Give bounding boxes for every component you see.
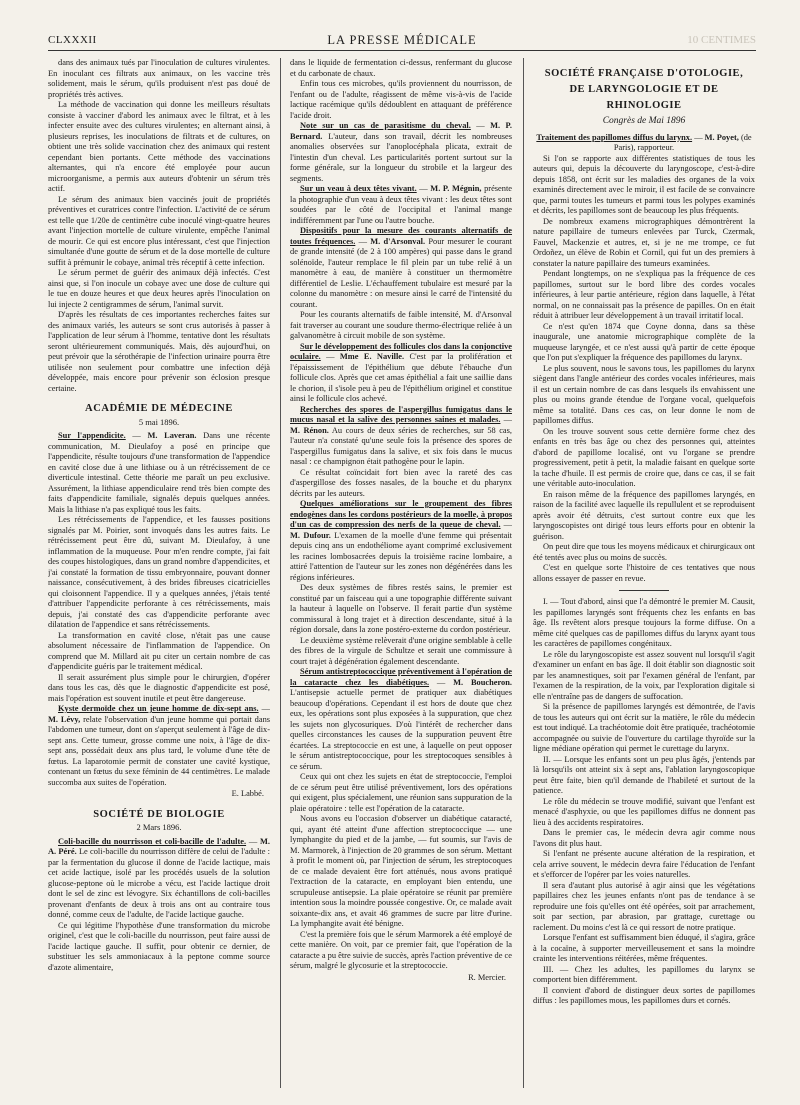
column-divider: [523, 58, 524, 1088]
article-author: M. Lévy,: [48, 714, 81, 724]
article-author: M. d'Arsonval.: [370, 236, 426, 246]
paragraph: Enfin tous ces microbes, qu'ils proviennent du nourrisson, de l'enfant ou de l'adulte, réagissent de même vis-à-vis de l'acide lactique racémique qu'ils dédoublent en attaquant de préférence l'acide droit.: [290, 79, 512, 120]
article-text: présente la photographie d'un veau à deux têtes vivant : les deux têtes sont soudées par le côté de l'occipital et l'animal mange indifféremment par l'une ou l'autre bouche.: [290, 184, 512, 225]
paragraph: Ce n'est qu'en 1874 que Coyne donna, dans sa thèse inaugurale, une anatomie micrographique complète de la muqueuse laryngée, et ce n'est aussi qu'à partir de cette époque que l'on put s'expliquer la fréquence des papillomes du larynx.: [533, 321, 755, 362]
article: Quelques améliorations sur le groupement des fibres endogènes dans les cordons postérieurs de la moelle, à propos d'un cas de compression des nerfs de la queue de cheval. — M. Dufour. L'examen de la moelle d'une femme qui présentait depuis cinq ans un endothéliome ayant comprimé exclusivement les racines lombosacrées depuis la troisième racine lombaire, a attiré l'attention de l'auteur sur les zones non dégénérées dans les régions inférieures.: [290, 499, 512, 582]
show-through-text: 10 CENTIMES: [687, 34, 756, 46]
journal-title: LA PRESSE MÉDICALE: [327, 33, 477, 47]
article-author: M. A. Péré.: [48, 836, 270, 856]
paragraph: Le rôle du laryngoscopiste est assez souvent nul lorsqu'il s'agit d'examiner un enfant en bas âge. Il doit établir son diagnostic soit par les anamnestiques, soit par l'examen général de l'enfant, par l'examen de la respiration, de la voix, par l'exploration digitale si elle n'entraîne pas de dangers de suffocation.: [533, 649, 755, 701]
paragraph: Le sérum permet de guérir des animaux déjà infectés. C'est ainsi que, si l'on inocule un cobaye avec une dose de culture qui le tue en douze heures et que deux heures après l'inoculation on lui injecte 2 centigrammes de sérum, l'animal survit.: [48, 268, 270, 309]
paragraph: I. — Tout d'abord, ainsi que l'a démontré le premier M. Causit, les papillomes laryngés sont fréquents chez les enfants en bas âge. Ils revêtent alors presque toujours la forme diffuse. On a même cité quelques cas de papillomes diffus du larynx ayant tous les caractères de papillomes congénitaux.: [533, 597, 755, 648]
paragraph: Il serait assurément plus simple pour le chirurgien, d'opérer dans tous les cas, dès que le diagnostic d'appendicite est posé, mais l'opération est souvent inutile et peut être dangereuse.: [48, 672, 270, 703]
article: Sur l'appendicite. — M. Laveran. Dans une récente communication, M. Dieulafoy a posé en principe que l'appendicite, résulte toujours d'une transformation de l'appendice en cavité close due à une lithiase ou à un rétrécissement de ce diverticule intestinal. Cette théorie me paraît un peu exclusive. Assurément, la lithiase appendiculaire rend très bien compte des faits d'appendicite familiale, signalés depuis quelques années. Mais la lithiase n'a pas expliqué tous les faits.: [48, 431, 270, 514]
paragraph: Nous avons eu l'occasion d'observer un diabétique cataracté, qui, ayant été atteint d'une affection streptococcique — une lymphangite du pied et de la jambe, — fut soumis, sur l'avis de M. Marmorek, à l'injection de 20 grammes de son sérum. Mettant à profit le moment où, par l'injection de sérum, les streptocoques de ce malade devaient être fort atténués, nous avons pratiqué l'extraction de la cataracte, en employant bien entendu, une scrupuleuse antisepsie. La plaie opératoire se réunit par première intention sous la moindre poussée congestive. Or, ce malade avait soixante-dix ans, et avait 46 grammes de sucre par litre d'urine. La lymphangite avait été bénigne.: [290, 814, 512, 928]
paragraph: Le rôle du médecin se trouve modifié, suivant que l'enfant est menacé d'asphyxie, ou que les papillomes diffus ne donnent pas lieu à des accidents respiratoires.: [533, 796, 755, 827]
article-title: Sur l'appendicite.: [58, 431, 126, 440]
article: Dispositifs pour la mesure des courants alternatifs de toutes fréquences. — M. d'Arsonval. Pour mesurer le courant de grande intensité (de 2 à 100 ampères) qui passe dans le grand solénoïde, l'auteur remplace le fil plein par un tube relié à un manomètre à eau, de manière à constituer un thermomètre différentiel de Leslie. L'échauffement tubulaire est mesuré par la colonne du manomètre : on mesure ainsi le carré de l'intensité du courant.: [290, 226, 512, 309]
paragraph: Si la présence de papillomes laryngés est démontrée, de l'avis de tous les auteurs qui ont écrit sur la matière, le rôle du médecin est tout indiqué. La trachéotomie doit être pratiquée, trachéotomie accompagnée ou suivie de l'ouverture du cartilage thyroïde sur la ligne médiane opération qui permet le curettage du larynx.: [533, 702, 755, 753]
article-author: M. Poyet,: [704, 132, 739, 142]
section-title-biologie: SOCIÉTÉ DE BIOLOGIE: [93, 808, 225, 820]
page-number: CLXXXII: [48, 34, 97, 46]
article-title: Traitement des papillomes diffus du larynx.: [536, 132, 693, 142]
article-author: M. Laveran.: [147, 431, 197, 440]
paragraph: Il sera d'autant plus autorisé à agir ainsi que les végétations papillaires chez les jeunes enfants n'ont pas de tendance à se reproduire une fois qu'elles ont été opérées, soit par arrachement, soit par section, par abrasion, par grattage, curettage ou raclement. Du moins c'est là ce qui ressort de notre pratique.: [533, 880, 755, 932]
article-title: Coli-bacille du nourrisson et coli-bacille de l'adulte.: [58, 836, 247, 846]
paragraph: En raison même de la fréquence des papillomes laryngés, en raison de la facilité avec laquelle ils repullulent et se reproduisent après avoir été détruits, c'est surtout contre eux que les laryngoscopistes ont dirigé tous leurs efforts pour en obtenir la guérison.: [533, 489, 755, 541]
paragraph: Le sérum des animaux bien vaccinés jouit de propriétés préventives et curatrices contre l'infection. L'activité de ce sérum est telle que 1/20e de centimètre cube inoculé vingt-quatre heures avant l'injection mortelle de culture virulente, empêche l'animal de mourir. Ce qui est encore plus intéressant, c'est que l'injection simultanée d'une goutte de sérum et de la dose mortelle de culture suffit à prémunir le cobaye, animal très réceptif à cette infection.: [48, 194, 270, 267]
article-title: Recherches des spores de l'aspergillus fumigatus dans le mucus nasal et la salive des personnes saines et malades.: [290, 404, 512, 424]
article-title: Kyste dermoïde chez un jeune homme de dix-sept ans.: [58, 704, 259, 713]
paragraph: La méthode de vaccination qui donne les meilleurs résultats consiste à vacciner d'abord les animaux avec le filtrat, et à les infecter ensuite avec des cultures virulentes; en alternant ainsi, à plusieurs reprises, les inoculations de filtrats et de cultures, on obtient une très solide vaccination chez des animaux qui restent cependant bien portants. Cette méthode des vaccinations alternantes, qui n'a encore été employée pour aucun microorganisme, a permis aux auteurs d'obtenir un sérum très actif.: [48, 100, 270, 193]
paragraph: On peut dire que tous les moyens médicaux et chirurgicaux ont été tentés avec plus ou moins de succès.: [533, 542, 755, 562]
paragraph: La transformation en cavité close, n'était pas une cause absolument nécessaire de l'inflammation de l'appendice. On comprend que M. Millard ait pu citer un certain nombre de cas d'appendicite guéris par le traitement médical.: [48, 630, 270, 671]
signature: R. Mercier.: [468, 972, 506, 982]
article-title: Quelques améliorations sur le groupement des fibres endogènes dans les cordons postérieurs de la moelle, à propos d'un cas de compression des nerfs de la queue de cheval.: [290, 499, 512, 529]
paragraph: Ce qui légitime l'hypothèse d'une transformation du microbe originel, c'est que le coli-bacille du nourrisson, peut faire aussi de l'acide lactique gauche. Il suffit, pour obtenir ce dernier, de substituer les sels ammoniacaux à la peptone comme source d'azote alimentaire,: [48, 920, 270, 972]
article: Note sur un cas de parasitisme du cheval. — M. P. Bernard. L'auteur, dans son travail, décrit les nombreuses anomalies observées sur l'anoplocéphala plicata, extrait de l'intestin d'un cheval. Les particularités portent surtout sur la forme générale, sur la longueur du strobile et la largeur des segments.: [290, 121, 512, 183]
paragraph: Si l'on se rapporte aux différentes statistiques de tous les auteurs qui, depuis la découverte du laryngoscope, c'est-à-dire depuis 1858, ont écrit sur les maladies des organes de la voix examinés directement avec le miroir, il est facile de se convaincre que, parmi toutes les tumeurs et parmi tous les polypes examinés et décrits, les papillomes sont de beaucoup les plus fréquents.: [533, 153, 755, 215]
article-text: Au cours de deux séries de recherches, sur 58 cas, l'auteur n'a constaté qu'une seule fois la présence des spores de l'aspergillus fumigatus dans la salive, et six fois dans le mucus nasal : ce champignon était pathogène pour le lapin.: [290, 425, 512, 466]
section-title-otologie: SOCIÉTÉ FRANÇAISE D'OTOLOGIE,: [544, 68, 744, 79]
section-title-otologie-line2: DE LARYNGOLOGIE ET DE RHINOLOGIE: [569, 84, 719, 111]
signature: E. Labbé.: [231, 789, 264, 798]
paragraph: C'est en quelque sorte l'histoire de ces tentatives que nous allons essayer de passer en revue.: [533, 563, 755, 583]
article-author-detail: (de Paris), rapporteur.: [613, 132, 752, 152]
article: Recherches des spores de l'aspergillus fumigatus dans le mucus nasal et la salive des personnes saines et malades. — M. Rénon. Au cours de deux séries de recherches, sur 58 cas, l'auteur n'a constaté qu'une seule fois la présence des spores de l'aspergillus fumigatus dans la salive, et six fois dans le mucus nasal : ce champignon était pathogène pour le lapin.: [290, 404, 512, 466]
column-1: [48, 58, 270, 1088]
article-text: Dans une récente communication, M. Dieulafoy a posé en principe que l'appendicite, résulte toujours d'une transformation de l'appendice en cavité close due à une lithiase ou à un rétrécissement de ce diverticule intestinal. Cette théorie me paraît un peu exclusive. Assurément, la lithiase appendiculaire rend très bien compte des faits d'appendicite familiale, signalés depuis quelques années. Mais la lithiase n'a pas expliqué tous les faits.: [48, 431, 270, 514]
paragraph: Pour les courants alternatifs de faible intensité, M. d'Arsonval fait traverser au courant une soudure thermo-électrique reliée à un galvanomètre à circuit mobile de son système.: [290, 310, 512, 340]
article: Kyste dermoïde chez un jeune homme de dix-sept ans. — M. Lévy, relate l'observation d'un jeune homme qui portait dans l'abdomen une tumeur, dont on s'aperçut seulement à l'âge de dix-sept ans. Cette tumeur, grosse comme une noix, à l'âge de dix-sept ans, possédait deux ans plus tard, le volume d'une tête de fœtus. La laparotomie permit de constater une cavité kystique, contenant un fœtus du sexe féminin de 44 centimètres. Le malade succomba aux suites de l'opération.: [48, 704, 270, 787]
section-separator: [619, 590, 669, 591]
article-title: Sur un veau à deux têtes vivant.: [300, 184, 417, 193]
paragraph: Ceux qui ont chez les sujets en état de streptococcie, l'emploi de ce sérum peut être utilisé préventivement, lors des opérations qui exigent, plus spécialement, une réunion sans suppuration de la plaie opératoire : telle est l'opération de la cataracte.: [290, 772, 512, 813]
paragraph: III. — Chez les adultes, les papillomes du larynx se comportent bien différemment.: [533, 964, 755, 984]
article-heading: Traitement des papillomes diffus du larynx. — M. Poyet, (de Paris), rapporteur.: [536, 132, 752, 152]
paragraph: On les trouve souvent sous cette dernière forme chez des enfants en très bas âge ou chez des personnes qui, atteintes d'abord de papillome localisé, ont vu l'organe se prendre progressivement, petit à petit, la maladie faisant en quelque sorte la tache d'huile. Il est permis de croire que, dans ce cas, il se fait une véritable auto-inoculation.: [533, 426, 755, 488]
paragraph: Pendant longtemps, on ne s'expliqua pas la fréquence de ces papillomes, surtout sur le bord libre des cordes vocales inférieures, à leur partie antérieure, région dans laquelle, à l'état normal, on ne connaissait pas la présence de papilles. On en était réduit à attribuer leur développement à un travail irritatif local.: [533, 269, 755, 320]
section-title-academie: ACADÉMIE DE MÉDECINE: [85, 403, 233, 414]
article-author: M. Rénon.: [290, 425, 329, 435]
column-2: [290, 58, 512, 1088]
paragraph: Dans le premier cas, le médecin devra agir comme nous l'avons dit plus haut.: [533, 828, 755, 848]
article: Sur le développement des follicules clos dans la conjonctive oculaire. — Mme E. Naville. C'est par la prolifération et l'épaississement de l'épithélium que débute l'ébauche d'un follicule clos. Après que cet amas épithélial a fait une saillie dans le chorion, il s'isole peu à peu de l'épithélium originel et constitue ainsi le follicule clos achevé.: [290, 341, 512, 403]
article-title: Note sur un cas de parasitisme du cheval.: [300, 121, 471, 130]
article: Sérum antistreptococcique préventivement à l'opération de la cataracte chez les diabétiques. — M. Boucheron. L'antisepsie actuelle permet de pratiquer aux diabétiques beaucoup d'opérations. Cependant il est hors de doute que chez eux, les opérations sont plus exposées à la suppuration, que chez les sujets non glycosuriques. D'où l'intérêt de rechercher dans quelles circonstances les causes de la suppuration peuvent être écartées. La streptococcie en est une, à laquelle on peut opposer le sérum antistreptococcique, pour les streptocoques sensibles à ce sérum.: [290, 667, 512, 771]
paragraph: II. — Lorsque les enfants sont un peu plus âgés, j'entends par là lorsqu'ils ont atteint six à sept ans, l'ablation laryngoscopique peut être faite, bien qu'il demande de l'habileté et surtout de la patience.: [533, 754, 755, 795]
article-text: Le coli-bacille du nourrisson diffère de celui de l'adulte : par la fermentation du glucose il donne de l'acide lactique, mais cet acide lactique, isolé par les procédés usuels de la solution glucose-peptone où le microbe a vécu, est l'acide lactique droit dont le sel de zinc est lévogyre. Six échantillons de coli-bacilles provenant d'enfants de deux à trois ans ont au contraire tous donné, comme ceux de l'adulte, de l'acide lactique gauche.: [48, 847, 270, 919]
page-header: [48, 34, 756, 51]
paragraph: dans le liquide de fermentation ci-dessus, renfermant du glucose et du carbonate de chaux.: [290, 58, 512, 78]
column-divider: [280, 58, 281, 1088]
article-text: relate l'observation d'un jeune homme qui portait dans l'abdomen une tumeur, dont on s'aperçut seulement à l'âge de dix-sept ans. Cette tumeur, grosse comme une noix, à l'âge de dix-sept ans, possédait deux ans plus tard, le volume d'une tête de fœtus. La laparotomie permit de constater une cavité kystique, contenant un fœtus du sexe féminin de 44 centimètres. Le malade succomba aux suites de l'opération.: [48, 714, 270, 787]
article-text: L'auteur, dans son travail, décrit les nombreuses anomalies observées sur l'anoplocéphala plicata, extrait de l'intestin d'un cheval. Les particularités portent surtout sur la forme générale, sur la longueur du strobile et la largeur des segments.: [290, 131, 512, 183]
article-author: M. Dufour.: [290, 530, 331, 540]
article-author: M. Boucheron.: [453, 677, 512, 687]
paragraph: Le deuxième système relèverait d'une origine semblable à celle des fibres de la virgule de Schultze et serait une commissure à court trajet à dégénération également descendante.: [290, 635, 512, 666]
article-title: Sur le développement des follicules clos dans la conjonctive oculaire.: [290, 341, 512, 361]
paragraph: Des deux systèmes de fibres restés sains, le premier est constitué par un faisceau qui a une topographie différente suivant la hauteur à laquelle on l'observe. Il ferait partie d'un système commissural à long trajet et à direction descendante, situé à la région dorsale, dans la zone postéro-externe du cordon postérieur.: [290, 583, 512, 634]
paragraph: Le plus souvent, nous le savons tous, les papillomes du larynx siègent dans l'angle antérieur des cordes vocales inférieures, mais il est un certain nombre de cas dans lesquels ils envahissent une plus ou moins grande étendue de l'organe vocal, quelquefois même sa totalité. Dans ces cas, on leur donne le nom de papillomes diffus.: [533, 363, 755, 425]
paragraph: D'après les résultats de ces importantes recherches faites sur des animaux variés, les auteurs se sont crus autorisés à passer à l'application de leur sérum à l'homme, tentative dont les résultats seront ultérieurement communiqués. Mais, dès aujourd'hui, on peut prévoir que la sérothérapie de l'infection urinaire pourra être utilisée non seulement pour combattre une infection déjà développée, mais encore pour prévenir son éclosion presque certaine.: [48, 310, 270, 393]
article-text: L'examen de la moelle d'une femme qui présentait depuis cinq ans un endothéliome ayant comprimé exclusivement les racines lombosacrées depuis la troisième racine lombaire, a attiré l'attention de l'auteur sur les zones non dégénérées dans les régions inférieures.: [290, 530, 512, 582]
section-date: 2 Mars 1896.: [136, 822, 182, 832]
paragraph: Lorsque l'enfant est suffisamment bien éduqué, il s'agira, grâce à la cocaïne, à supporter merveilleusement et sans la moindre crainte les interventions réitérées, même fréquentes.: [533, 933, 755, 963]
article-text: C'est par la prolifération et l'épaississement de l'épithélium que débute l'ébauche d'un follicule clos. Après que cet amas épithélial a fait une saillie dans le chorion, il s'isole peu à peu de l'épithélium originel et constitue ainsi le follicule clos achevé.: [290, 352, 512, 403]
paragraph: De nombreux examens micrographiques démontrèrent la nature papillaire de tumeurs enlevées par Turck, Czermak, Fauvel, Mackenzie et autres, et, si je ne me trompe, ce fut Ordoñez, un élève de Robin et Cornil, qui fut un des premiers à constater la nature papillaire des tumeurs examinées.: [533, 216, 755, 268]
article-text: L'antisepsie actuelle permet de pratiquer aux diabétiques beaucoup d'opérations. Cependant il est hors de doute que chez eux, les opérations sont plus exposées à la suppuration, que chez les sujets non glycosuriques. D'où l'intérêt de rechercher dans quelles circonstances les causes de la suppuration peuvent être écartées. La streptococcie en est une, à laquelle on peut opposer le sérum antistreptococcique, pour les streptocoques sensibles à ce sérum.: [290, 688, 512, 771]
paragraph: Il convient d'abord de distinguer deux sortes de papillomes diffus : les papillomes mous, les papillomes durs et cornés.: [533, 985, 755, 1005]
column-3: [533, 58, 755, 1088]
paragraph: C'est la première fois que le sérum Marmorek a été employé de cette manière. On voit, par ce premier fait, que l'opération de la cataracte a pu être suivie de succès, après l'action préventive de ce sérum, malgré le glycosurie et la streptococcie.: [290, 929, 512, 970]
paragraph: Si l'enfant ne présente aucune altération de la respiration, et cela arrive souvent, le médecin devra faire l'éducation de l'enfant et s'efforcer de l'opérer par les voies naturelles.: [533, 849, 755, 879]
article-author: M. P. Bernard.: [290, 121, 512, 141]
article-author: Mme E. Naville.: [339, 352, 405, 361]
article-text: Pour mesurer le courant de grande intensité (de 2 à 100 ampères) qui passe dans le grand solénoïde, l'auteur remplace le fil plein par un tube relié à un manomètre à eau, de manière à constituer un thermomètre différentiel de Leslie. L'échauffement tubulaire est mesuré par la colonne du manomètre : on mesure ainsi le carré de l'intensité du courant.: [290, 236, 512, 309]
section-date: 5 mai 1896.: [138, 416, 180, 427]
article-title: Sérum antistreptococcique préventivement à l'opération de la cataracte chez les diabétiques.: [290, 667, 512, 687]
article-title: Dispositifs pour la mesure des courants alternatifs de toutes fréquences.: [290, 226, 512, 246]
article: Coli-bacille du nourrisson et coli-bacille de l'adulte. — M. A. Péré. Le coli-bacille du nourrisson diffère de celui de l'adulte : par la fermentation du glucose il donne de l'acide lactique, mais cet acide lactique, isolé par les procédés usuels de la solution glucose-peptone où le microbe a vécu, est l'acide lactique droit dont le sel de zinc est lévogyre. Six échantillons de coli-bacilles provenant d'enfants de deux à trois ans ont au contraire tous donné, comme ceux de l'adulte, de l'acide lactique gauche.: [48, 836, 270, 919]
paragraph: Ce résultat coïncidait fort bien avec la rareté des cas d'aspergillose des fosses nasales, de la bouche et du pharynx décrits par les auteurs.: [290, 467, 512, 498]
paragraph: Les rétrécissements de l'appendice, et les fausses positions signalés par M. Poirier, sont invoqués dans les autres faits. Le rétrécissement peut être dû, suivant M. Dieulafoy, à une inflammation de la muqueuse. Pour m'en rendre compte, j'ai fait des coupes histologiques, dans un grand nombre d'appendicites, et j'ai constaté la formation de tissu embryonnaire, pouvant donner naissance, consécutivement, à des brides fibreuses cicatricielles qui cloisonnent l'appendice. Il y a quelques années, j'étais tenté d'attribuer l'appendicite perforante à ces rétrécissements, mais depuis, j'ai constaté des cas d'appendicite perforante avec dilatation de l'appendice et sans rétrécissements.: [48, 515, 270, 629]
paragraph: dans des animaux tués par l'inoculation de cultures virulentes. En inoculant ces filtrats aux animaux, on les vaccine très solidement, mais le sérum, qu'ils produisent n'est pas doué de propriétés très actives.: [48, 58, 270, 99]
article-author: M. P. Mégnin,: [430, 184, 482, 193]
congress-subtitle: Congrès de Mai 1896: [602, 116, 686, 126]
article: Sur un veau à deux têtes vivant. — M. P. Mégnin, présente la photographie d'un veau à deux têtes vivant : les deux têtes sont soudées par le côté de l'occipital et l'animal mange indifféremment par l'une ou l'autre bouche.: [290, 184, 512, 225]
